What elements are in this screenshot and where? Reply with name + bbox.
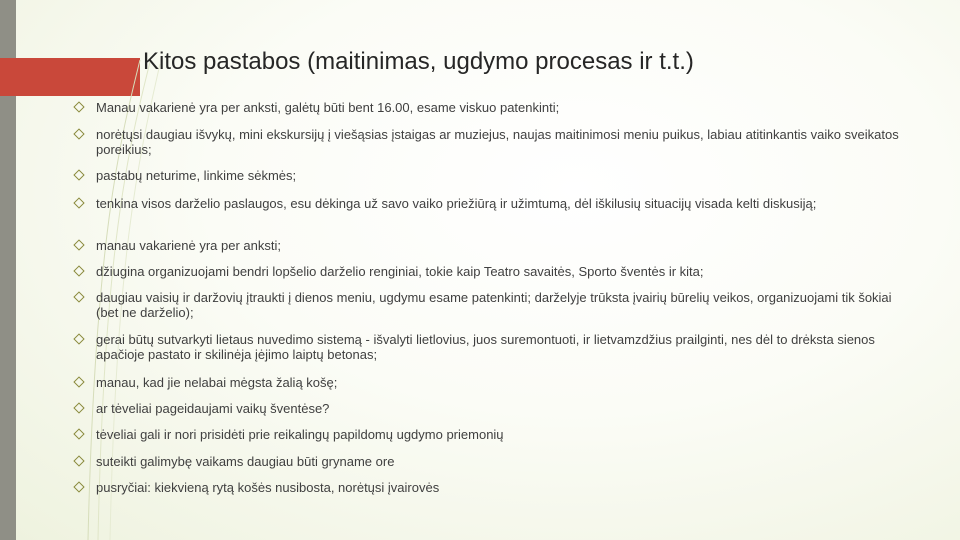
diamond-outline-icon bbox=[73, 265, 84, 276]
diamond-outline-icon bbox=[73, 128, 84, 139]
list-item bbox=[70, 401, 910, 416]
diamond-outline-icon bbox=[73, 481, 84, 492]
list-item-text: norėtųsi daugiau išvykų, mini ekskursijų į viešąsias įstaigas ar muziejus, naujas maitinimosi meniu puikus, labiau atitinkantis vaiko sveikatos poreikius; bbox=[96, 127, 899, 157]
list-item bbox=[70, 427, 910, 442]
list-item-text: manau vakarienė yra per anksti; bbox=[96, 238, 281, 253]
list-item bbox=[70, 332, 910, 362]
list-item bbox=[70, 480, 910, 495]
list-item-text: pusryčiai: kiekvieną rytą košės nusibosta, norėtųsi įvairovės bbox=[96, 480, 440, 495]
list-item bbox=[70, 127, 910, 157]
slide-title: Kitos pastabos (maitinimas, ugdymo procesas ir t.t.) bbox=[143, 48, 694, 75]
diamond-outline-icon bbox=[73, 239, 84, 250]
diamond-outline-icon bbox=[73, 455, 84, 466]
diamond-outline-icon bbox=[73, 291, 84, 302]
list-item bbox=[70, 375, 910, 390]
list-item-text: gerai būtų sutvarkyti lietaus nuvedimo sistemą - išvalyti lietlovius, juos suremontuoti, ir lietvamzdžius prailginti, nes dėl to drėksta sienos apačioje pastato ir skilinėja įėjimo laiptų betonas; bbox=[96, 332, 875, 362]
diamond-outline-icon bbox=[73, 197, 84, 208]
list-item-text: daugiau vaisių ir daržovių įtraukti į dienos meniu, ugdymu esame patenkinti; darželyje trūksta įvairių būrelių veikos, organizuojami tik šokiai (bet ne darželio); bbox=[96, 290, 892, 320]
list-item bbox=[70, 100, 910, 115]
list-item-text: tėveliai gali ir nori prisidėti prie reikalingų papildomų ugdymo priemonių bbox=[96, 427, 504, 442]
list-item bbox=[70, 238, 910, 253]
list-item-text: suteikti galimybę vaikams daugiau būti gryname ore bbox=[96, 454, 395, 469]
diamond-outline-icon bbox=[73, 101, 84, 112]
diamond-outline-icon bbox=[73, 402, 84, 413]
list-item-text: manau, kad jie nelabai mėgsta žalią košę; bbox=[96, 375, 338, 390]
diamond-outline-icon bbox=[73, 428, 84, 439]
diamond-outline-icon bbox=[73, 376, 84, 387]
list-item bbox=[70, 454, 910, 469]
list-item-text: ar tėveliai pageidaujami vaikų šventėse? bbox=[96, 401, 330, 416]
list-item-text: džiugina organizuojami bendri lopšelio darželio renginiai, tokie kaip Teatro savaitės, Sporto šventės ir kita; bbox=[96, 264, 704, 279]
diamond-outline-icon bbox=[73, 169, 84, 180]
diamond-outline-icon bbox=[73, 333, 84, 344]
list-item bbox=[70, 290, 910, 320]
list-item bbox=[70, 264, 910, 279]
list-item-text: Manau vakarienė yra per anksti, galėtų būti bent 16.00, esame viskuo patenkinti; bbox=[96, 100, 560, 115]
list-item-text: pastabų neturime, linkime sėkmės; bbox=[96, 168, 297, 183]
list-item-text: tenkina visos darželio paslaugos, esu dėkinga už savo vaiko priežiūrą ir užimtumą, dėl iškilusių situacijų visada kelti diskusiją; bbox=[96, 196, 817, 211]
title-accent-bar bbox=[0, 58, 140, 96]
list-item bbox=[70, 168, 910, 183]
list-item bbox=[70, 196, 910, 211]
